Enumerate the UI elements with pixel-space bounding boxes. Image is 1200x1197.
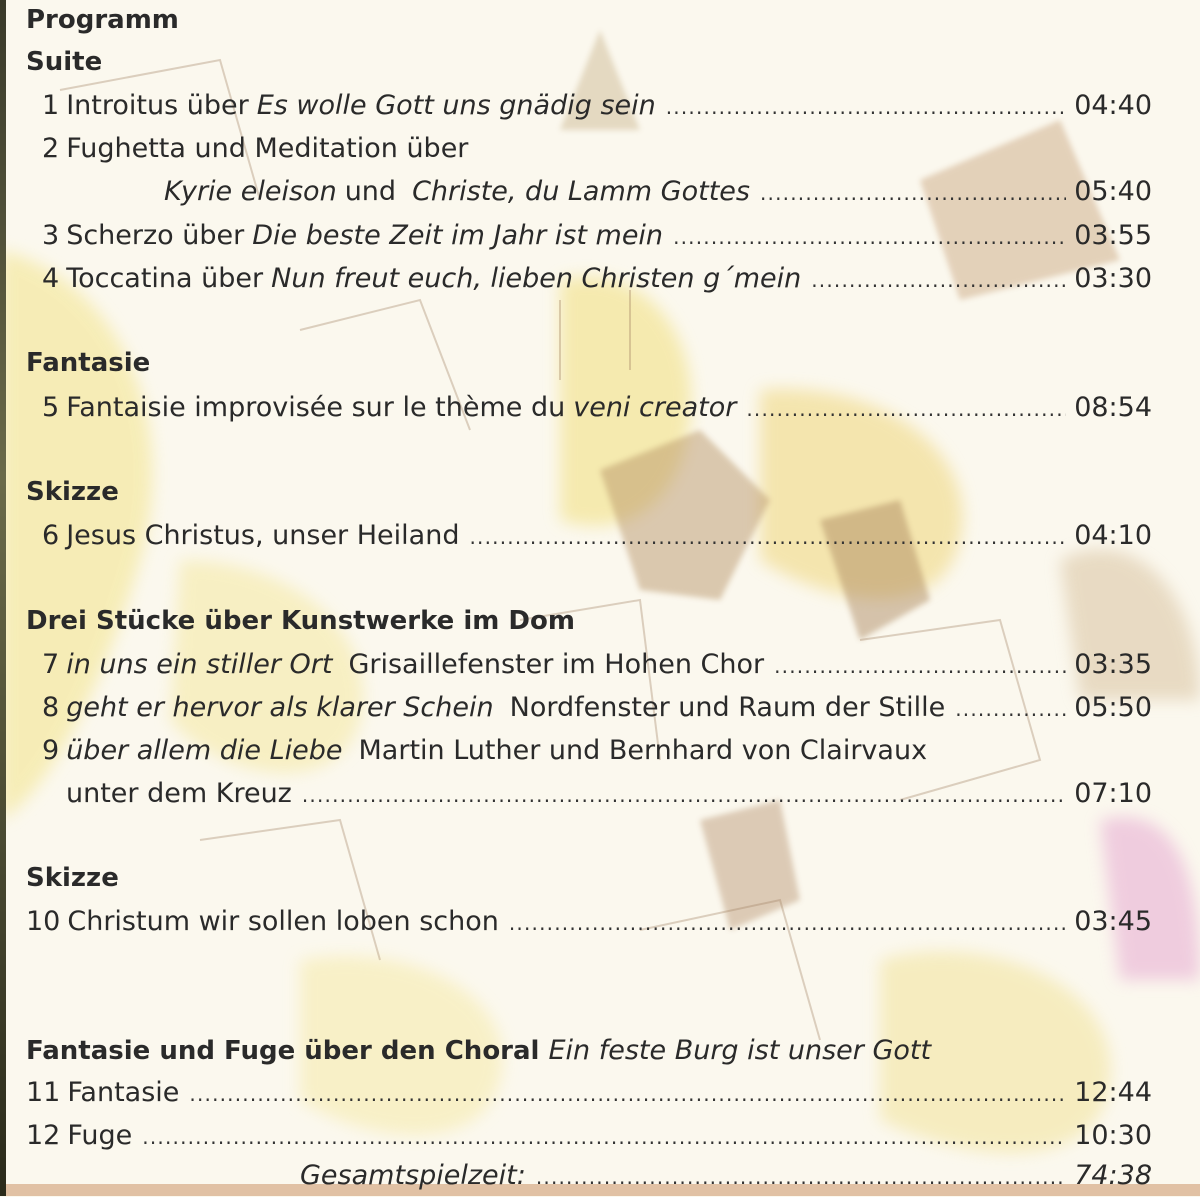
track-title-italic: Die beste Zeit im Jahr ist mein [252,220,664,251]
track-title-italic: Es wolle Gott uns gnädig sein [256,90,656,121]
track-number: 8 [42,692,60,723]
section-title-skizze: Skizze [26,863,119,893]
track-row [42,731,1152,771]
track-title: Toccatina über [66,263,264,294]
track-title: Christum wir sollen loben schon [67,906,499,937]
track-row-continuation [164,172,1152,212]
track-duration: 04:10 [1074,520,1152,551]
track-title-italic: veni creator [573,392,737,423]
track-row [42,388,1152,428]
track-number: 9 [42,735,60,766]
dot-leader [509,903,1066,943]
track-duration: 03:30 [1074,263,1152,294]
track-title: unter dem Kreuz [66,778,292,809]
track-title: Martin Luther und Bernhard von Clairvaux [358,735,928,766]
page-edge [0,0,6,1196]
dot-leader [760,173,1066,213]
track-row [42,516,1152,556]
dot-leader [811,260,1066,300]
section-title-suite: Suite [26,47,103,77]
program-title: Programm [26,5,179,35]
track-title: und [344,176,397,207]
track-title-italic: Nun freut euch, lieben Christen g´mein [271,263,802,294]
track-title-italic: Kyrie eleison [164,176,337,207]
track-row [42,129,1152,169]
track-duration: 03:35 [1074,649,1152,680]
track-number: 6 [42,520,60,551]
track-number: 7 [42,649,60,680]
track-row [42,688,1152,728]
track-title: Fuge [67,1120,133,1151]
dot-leader [302,775,1066,815]
dot-leader [142,1117,1066,1157]
track-number: 4 [42,263,60,294]
track-title: Grisaillefenster im Hohen Chor [348,649,765,680]
dot-leader [746,389,1066,429]
dot-leader [469,517,1066,557]
section-title-fantasie-und-fuge: Fantasie und Fuge über den Choral Ein feste Burg ist unser Gott [26,1031,1152,1071]
section-title-skizze: Skizze [26,477,119,507]
section-title-italic: Ein feste Burg ist unser Gott [548,1035,932,1066]
track-title-italic: über allem die Liebe [66,735,343,766]
track-duration: 08:54 [1074,392,1152,423]
track-row [42,216,1152,256]
dot-leader [673,217,1066,257]
dot-leader [536,1157,1066,1197]
track-number: 11 [26,1077,61,1108]
dot-leader [955,689,1066,729]
track-duration: 04:40 [1074,90,1152,121]
section-title-drei-stuecke: Drei Stücke über Kunstwerke im Dom [26,606,575,636]
track-row [42,645,1152,685]
track-title: Scherzo über [66,220,245,251]
track-row-continuation [66,774,1152,814]
track-row [42,259,1152,299]
dot-leader [666,87,1066,127]
track-title: Jesus Christus, unser Heiland [66,520,460,551]
total-label: Gesamtspielzeit: [300,1160,526,1191]
track-number: 1 [42,90,60,121]
total-row [26,1156,1152,1196]
track-number: 3 [42,220,60,251]
track-title: Nordfenster und Raum der Stille [509,692,946,723]
track-row [26,1073,1152,1113]
track-title-italic: in uns ein stiller Ort [66,649,333,680]
track-row [42,86,1152,126]
track-number: 5 [42,392,60,423]
track-title-italic: Christe, du Lamm Gottes [412,176,750,207]
track-row [26,1116,1152,1156]
track-title: Fantasie [67,1077,180,1108]
track-duration: 10:30 [1074,1120,1152,1151]
total-duration: 74:38 [1074,1160,1152,1191]
track-title: Fughetta und Meditation über [66,133,469,164]
track-duration: 03:45 [1074,906,1152,937]
track-title-italic: geht er hervor als klarer Schein [66,692,494,723]
track-duration: 12:44 [1074,1077,1152,1108]
track-duration: 05:40 [1074,176,1152,207]
dot-leader [774,646,1066,686]
track-row [26,902,1152,942]
track-number: 12 [26,1120,61,1151]
section-title-fantasie: Fantasie [26,348,151,378]
track-title: Introitus über [66,90,249,121]
track-duration: 07:10 [1074,778,1152,809]
track-number: 10 [26,906,61,937]
track-duration: 05:50 [1074,692,1152,723]
track-number: 2 [42,133,60,164]
track-title: Fantaisie improvisée sur le thème du [66,392,566,423]
dot-leader [189,1074,1066,1114]
track-duration: 03:55 [1074,220,1152,251]
